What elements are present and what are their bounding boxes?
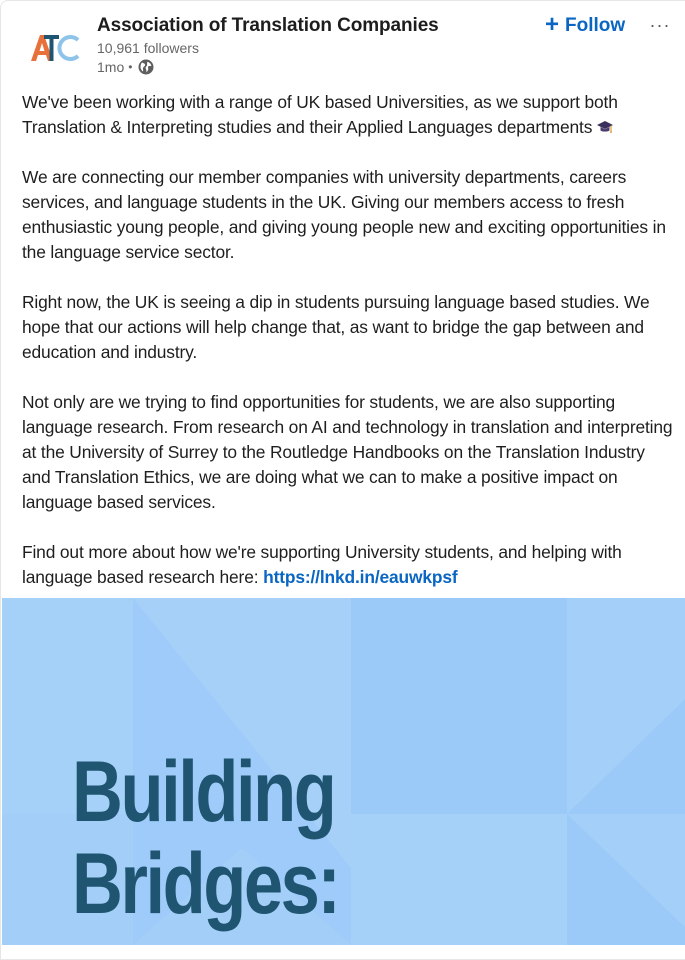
post-age: 1mo [97,59,125,75]
post-paragraph: We are connecting our member companies with university departments, careers services, and language students in the UK. Giving our members access to fresh enthusiastic young people, and giving young people new and exciting opportunities in the language service sector. [22,167,666,262]
ellipsis-icon: ··· [649,14,671,35]
post-paragraph [22,540,678,590]
post-link[interactable]: https://lnkd.in/eauwkpsf [263,567,458,587]
headline-line-1: Building [72,744,335,840]
atc-logo-icon [29,30,81,64]
post-paragraph [22,90,678,140]
post-meta [97,59,154,75]
paragraph-text: We've been working with a range of UK based Universities, as we support both Translation & Interpreting studies and their Applied Languages departments [22,92,618,137]
plus-icon: + [545,10,560,38]
follow-label: Follow [565,15,626,36]
follower-count: 10,961 followers [97,40,199,56]
image-headline [72,746,338,930]
more-options-button[interactable] [644,11,676,39]
graduation-cap-icon [596,117,614,133]
headline-line-2: Bridges: [72,836,339,932]
post-body [22,90,678,590]
post-paragraph: Not only are we trying to find opportunities for students, we are also supporting language research. From research on AI and technology in translation and interpreting at the University of Surrey to the Routledge Handbooks on the Translation Industry and Translation Ethics, we are doing what we can to make a positive impact on language based services. [22,392,673,512]
post-paragraph: Right now, the UK is seeing a dip in students pursuing language based studies. We hope that our actions will help change that, as want to bridge the gap between and education and industry. [22,292,650,362]
post-header [1,1,685,87]
globe-icon [138,59,154,75]
paragraph-text: Find out more about how we're supporting University students, and helping with language based research here: [22,542,622,587]
meta-separator: • [128,60,133,74]
company-logo[interactable] [27,27,83,67]
follow-button[interactable] [539,9,631,43]
company-name[interactable]: Association of Translation Companies [97,15,439,36]
post-image[interactable] [2,598,685,945]
